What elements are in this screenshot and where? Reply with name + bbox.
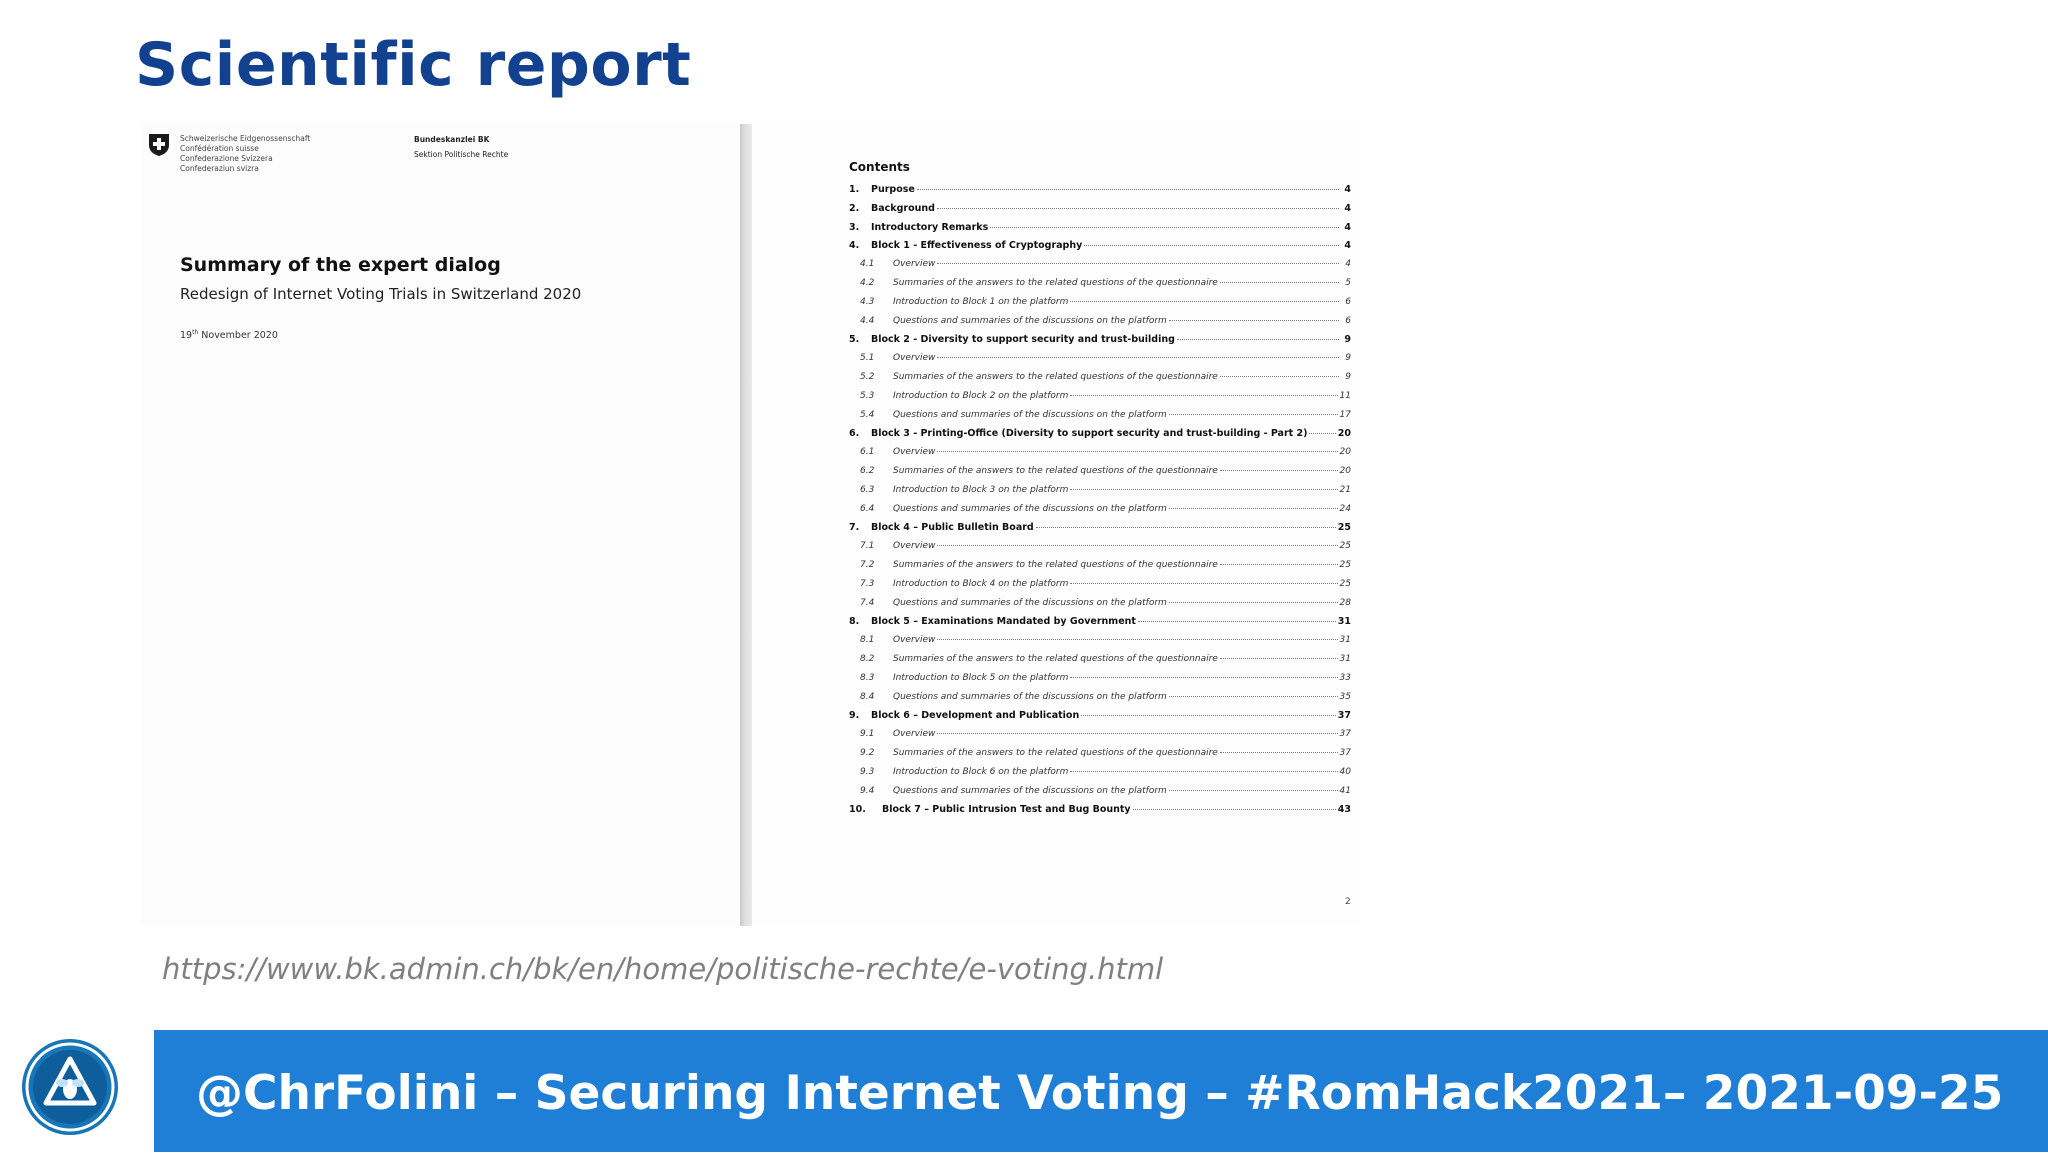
toc-entry (849, 767, 1351, 786)
toc-leader (1309, 433, 1335, 434)
toc-leader (1138, 621, 1336, 622)
toc-page: 4 (1345, 259, 1351, 270)
toc-label: Introduction to Block 6 on the platform (893, 766, 1069, 777)
swiss-cross-shield-icon (148, 133, 170, 157)
toc-label: Block 1 - Effectiveness of Cryptography (871, 240, 1083, 252)
toc-leader (1070, 301, 1339, 302)
toc-number: 5.2 (860, 371, 875, 382)
table-of-contents (849, 184, 1351, 823)
toc-leader (1169, 414, 1338, 415)
toc-page: 33 (1339, 672, 1351, 683)
footer-bar (154, 1030, 2048, 1152)
toc-label: Overview (893, 353, 936, 364)
toc-label: Questions and summaries of the discussions on the platform (893, 503, 1167, 514)
confederation-line: Schweizerische Eidgenossenschaft (180, 134, 311, 143)
toc-page: 28 (1339, 597, 1351, 608)
toc-entry (849, 259, 1351, 278)
toc-number: 7.2 (860, 559, 875, 570)
toc-entry (849, 297, 1351, 316)
toc-entry (849, 466, 1351, 485)
toc-leader (1220, 564, 1338, 565)
date-suffix: th (192, 329, 199, 336)
toc-number: 5. (849, 334, 860, 346)
toc-page: 6 (1345, 315, 1351, 326)
toc-leader (1220, 752, 1338, 753)
toc-page: 4 (1344, 202, 1351, 214)
toc-label: Overview (893, 729, 936, 740)
source-url: https://www.bk.admin.ch/bk/en/home/politische-rechte/e-voting.html (162, 952, 1164, 986)
toc-entry (849, 240, 1351, 259)
toc-leader (1177, 339, 1339, 340)
office-block (414, 132, 508, 162)
toc-leader (1169, 508, 1338, 509)
toc-page: 20 (1339, 447, 1351, 458)
toc-label: Summaries of the answers to the related questions of the questionnaire (893, 371, 1218, 382)
cover-page (142, 124, 740, 926)
toc-entry (849, 447, 1351, 466)
toc-entry (849, 316, 1351, 335)
toc-leader (917, 189, 1339, 190)
toc-leader (1081, 715, 1336, 716)
toc-label: Block 5 – Examinations Mandated by Government (871, 616, 1136, 628)
toc-label: Introduction to Block 1 on the platform (893, 296, 1069, 307)
toc-number: 5.4 (860, 409, 875, 420)
toc-page: 37 (1337, 710, 1351, 722)
toc-leader (937, 263, 1339, 264)
toc-entry (849, 673, 1351, 692)
toc-number: 9.1 (860, 729, 875, 740)
toc-page: 17 (1339, 409, 1351, 420)
footer-text: @ChrFolini – Securing Internet Voting – #RomHack2021– 2021-09-25 (196, 1066, 2004, 1121)
toc-entry (849, 485, 1351, 504)
toc-number: 8.1 (860, 635, 875, 646)
toc-number: 7.3 (860, 578, 875, 589)
toc-page: 20 (1337, 428, 1351, 440)
toc-label: Introduction to Block 2 on the platform (893, 390, 1069, 401)
toc-page: 4 (1344, 240, 1351, 252)
toc-label: Block 6 – Development and Publication (871, 710, 1080, 722)
confederation-line: Confédération suisse (180, 144, 259, 153)
toc-number: 8.2 (860, 653, 875, 664)
toc-leader (937, 733, 1337, 734)
toc-label: Summaries of the answers to the related questions of the questionnaire (893, 747, 1218, 758)
office-name: Bundeskanzlei BK (414, 135, 490, 144)
toc-label: Overview (893, 447, 936, 458)
toc-label: Block 4 – Public Bulletin Board (871, 522, 1034, 534)
toc-page: 40 (1339, 766, 1351, 777)
toc-leader (937, 639, 1337, 640)
toc-leader (1169, 696, 1338, 697)
toc-number: 8. (849, 616, 860, 628)
report-subtitle: Redesign of Internet Voting Trials in Switzerland 2020 (180, 285, 582, 303)
toc-page: 11 (1339, 390, 1351, 401)
toc-page: 25 (1339, 541, 1351, 552)
toc-page: 4 (1344, 221, 1351, 233)
toc-number: 4. (849, 240, 860, 252)
toc-page: 41 (1339, 785, 1351, 796)
toc-label: Block 3 - Printing-Office (Diversity to support security and trust-building - Part 2) (871, 428, 1308, 440)
toc-leader (937, 208, 1339, 209)
toc-label: Questions and summaries of the discussions on the platform (893, 315, 1167, 326)
toc-number: 7. (849, 522, 860, 534)
toc-entry (849, 353, 1351, 372)
date-rest: November 2020 (198, 330, 278, 342)
toc-leader (1036, 527, 1336, 528)
toc-page: 35 (1339, 691, 1351, 702)
office-section: Sektion Politische Rechte (414, 150, 509, 159)
toc-number: 1. (849, 184, 860, 195)
toc-number: 9. (849, 710, 860, 722)
toc-label: Questions and summaries of the discussions on the platform (893, 597, 1167, 608)
confederation-line: Confederaziun svizra (180, 164, 259, 173)
toc-entry (849, 372, 1351, 391)
toc-page: 25 (1339, 559, 1351, 570)
toc-entry (849, 184, 1351, 203)
toc-entry (849, 598, 1351, 617)
toc-number: 5.3 (860, 390, 875, 401)
toc-leader (1070, 395, 1337, 396)
toc-label: Overview (893, 259, 936, 270)
page-number: 2 (1345, 897, 1351, 907)
toc-number: 8.4 (860, 691, 875, 702)
toc-leader (1070, 489, 1337, 490)
toc-leader (1070, 771, 1337, 772)
toc-entry (849, 616, 1351, 635)
toc-entry (849, 729, 1351, 748)
toc-number: 6.3 (860, 484, 875, 495)
toc-entry (849, 222, 1351, 241)
toc-leader (1169, 320, 1339, 321)
toc-page: 37 (1339, 747, 1351, 758)
toc-number: 9.2 (860, 747, 875, 758)
toc-page: 9 (1344, 334, 1351, 346)
toc-page: 25 (1337, 522, 1351, 534)
toc-entry (849, 654, 1351, 673)
toc-number: 5.1 (860, 353, 875, 364)
toc-leader (937, 357, 1339, 358)
toc-number: 6. (849, 428, 860, 440)
toc-leader (1220, 658, 1338, 659)
toc-page: 24 (1339, 503, 1351, 514)
toc-number: 6.1 (860, 447, 875, 458)
toc-leader (937, 545, 1337, 546)
toc-number: 9.4 (860, 785, 875, 796)
toc-leader (1070, 583, 1337, 584)
toc-leader (1169, 602, 1338, 603)
toc-page: 9 (1345, 371, 1351, 382)
toc-entry (849, 541, 1351, 560)
toc-page: 31 (1339, 635, 1351, 646)
toc-label: Block 2 - Diversity to support security and trust-building (871, 334, 1175, 346)
toc-entry (849, 635, 1351, 654)
toc-leader (1133, 809, 1336, 810)
toc-leader (1220, 282, 1339, 283)
toc-entry (849, 710, 1351, 729)
toc-leader (1169, 790, 1338, 791)
toc-label: Introduction to Block 4 on the platform (893, 578, 1069, 589)
contents-heading: Contents (849, 160, 910, 174)
toc-entry (849, 203, 1351, 222)
toc-number: 6.2 (860, 465, 875, 476)
toc-number: 2. (849, 202, 860, 214)
toc-label: Introduction to Block 5 on the platform (893, 672, 1069, 683)
toc-page: 5 (1345, 277, 1351, 288)
toc-label: Background (871, 202, 935, 214)
toc-number: 9.3 (860, 766, 875, 777)
toc-page: 21 (1339, 484, 1351, 495)
toc-entry (849, 748, 1351, 767)
page-divider (740, 124, 752, 926)
toc-leader (1220, 376, 1339, 377)
toc-page: 31 (1339, 653, 1351, 664)
toc-number: 4.2 (860, 277, 875, 288)
toc-leader (1084, 245, 1339, 246)
toc-entry (849, 522, 1351, 541)
toc-page: 6 (1345, 296, 1351, 307)
toc-number: 3. (849, 221, 860, 233)
toc-entry (849, 410, 1351, 429)
toc-number: 4.4 (860, 315, 875, 326)
toc-number: 4.3 (860, 296, 875, 307)
toc-leader (1220, 470, 1338, 471)
toc-label: Block 7 – Public Intrusion Test and Bug Bounty (882, 804, 1131, 816)
confederation-names (180, 134, 310, 174)
document-screenshot (142, 124, 1362, 926)
toc-entry (849, 278, 1351, 297)
toc-entry (849, 504, 1351, 523)
report-title: Summary of the expert dialog (180, 254, 501, 276)
toc-entry (849, 579, 1351, 598)
toc-label: Introduction to Block 3 on the platform (893, 484, 1069, 495)
toc-page: 20 (1339, 465, 1351, 476)
toc-entry (849, 391, 1351, 410)
toc-entry (849, 692, 1351, 711)
toc-label: Purpose (871, 184, 915, 195)
toc-leader (990, 227, 1339, 228)
toc-label: Summaries of the answers to the related questions of the questionnaire (893, 653, 1218, 664)
date-day: 19 (180, 330, 193, 342)
toc-label: Questions and summaries of the discussions on the platform (893, 409, 1167, 420)
toc-page: 31 (1337, 616, 1351, 628)
toc-entry (849, 804, 1351, 823)
toc-page: 9 (1345, 353, 1351, 364)
slide-title: Scientific report (135, 30, 692, 100)
toc-label: Summaries of the answers to the related questions of the questionnaire (893, 277, 1218, 288)
toc-label: Overview (893, 541, 936, 552)
toc-number: 7.4 (860, 597, 875, 608)
toc-entry (849, 334, 1351, 353)
toc-page: 25 (1339, 578, 1351, 589)
toc-label: Overview (893, 635, 936, 646)
toc-number: 7.1 (860, 541, 875, 552)
toc-entry (849, 786, 1351, 805)
toc-page: 4 (1344, 184, 1351, 195)
toc-page: 37 (1339, 729, 1351, 740)
toc-page: 43 (1337, 804, 1351, 816)
toc-number: 4.1 (860, 259, 875, 270)
bee-emblem-icon (20, 1037, 120, 1137)
toc-number: 6.4 (860, 503, 875, 514)
toc-leader (937, 451, 1337, 452)
toc-entry (849, 560, 1351, 579)
toc-label: Questions and summaries of the discussions on the platform (893, 691, 1167, 702)
toc-leader (1070, 677, 1337, 678)
toc-label: Summaries of the answers to the related questions of the questionnaire (893, 559, 1218, 570)
report-date (180, 329, 278, 341)
toc-label: Summaries of the answers to the related questions of the questionnaire (893, 465, 1218, 476)
toc-number: 8.3 (860, 672, 875, 683)
toc-label: Introductory Remarks (871, 221, 989, 233)
contents-page (752, 124, 1362, 926)
confederation-line: Confederazione Svizzera (180, 154, 273, 163)
toc-number: 10. (849, 804, 866, 816)
toc-label: Questions and summaries of the discussions on the platform (893, 785, 1167, 796)
toc-entry (849, 428, 1351, 447)
